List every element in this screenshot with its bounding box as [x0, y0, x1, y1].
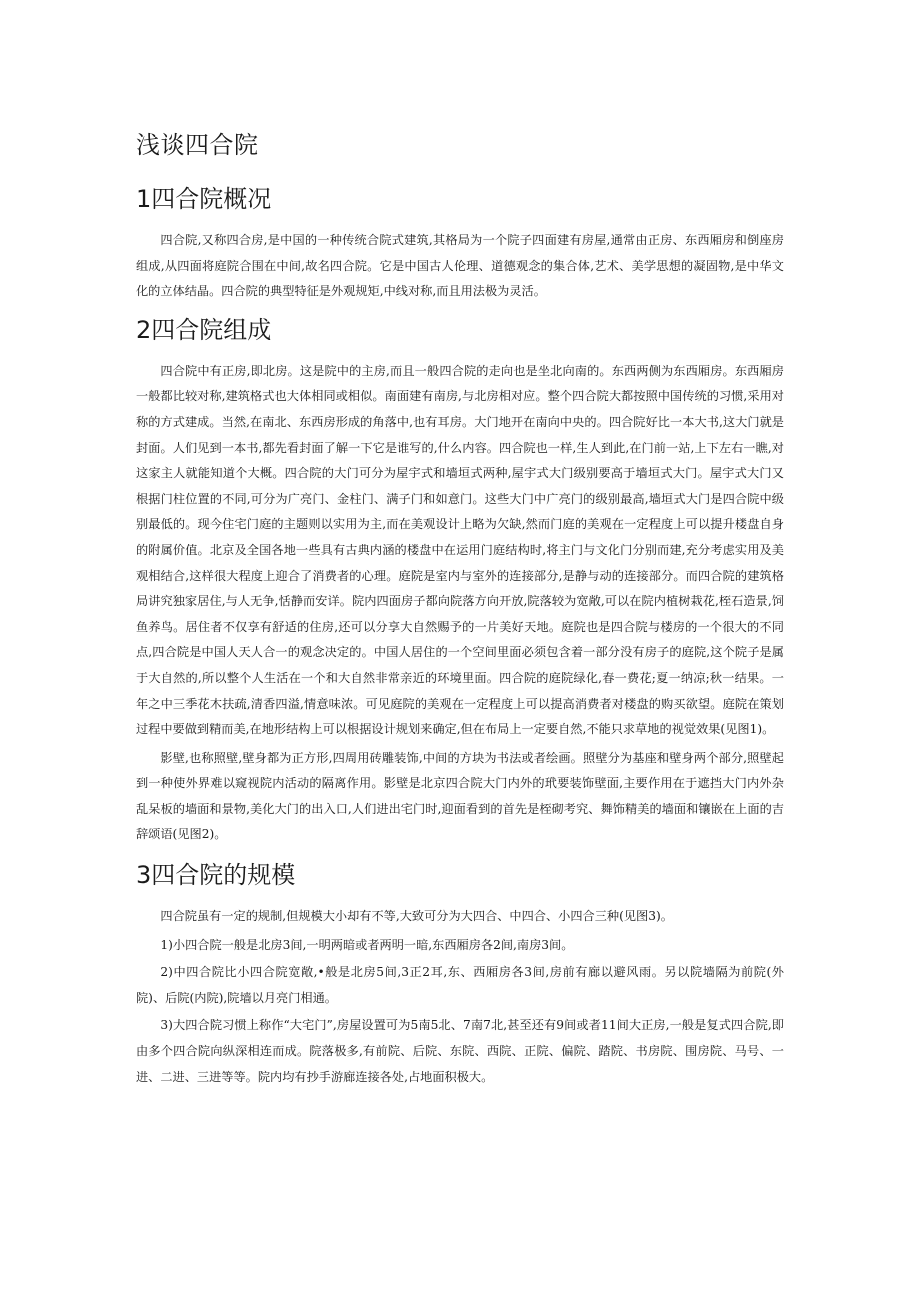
- section-overview: [136, 182, 784, 305]
- list-item: 1)小四合院一般是北房3间,一明两暗或者两明一暗,东西厢房各2间,南房3间。: [160, 937, 574, 952]
- section-heading: 2四合院组成: [136, 315, 272, 344]
- paragraph: 四合院中有正房,即北房。这是院中的主房,而且一般四合院的走向也是坐北向南的。东西两侧为东西厢房。东西厢房一般都比较对称,建筑格式也大体相同或相似。南面建有南房,与北房相对应。整个四合院大都按照中国传统的习惯,采用对称的方式建成。当然,在南北、东西房形成的角落中,也有耳房。大门地开在南向中央的。四合院好比一本大书,这大门就是封面。人们见到一本书,都先看封面了解一下它是谁写的,什么内容。四合院也一样,生人到此,在门前一站,上下左右一瞧,对这家主人就能知道个大概。四合院的大门可分为屋宇式和墙垣式两种,屋宇式大门级别要高于墙垣式大门。屋宇式大门又根据门柱位置的不同,可分为广亮门、金柱门、满子门和如意门。这些大门中广亮门的级别最高,墙垣式大门是四合院中级别最低的。现今住宅门庭的主题则以实用为主,而在美观设计上略为欠缺,然而门庭的美观在一定程度上可以提升楼盘自身的附属价值。北京及全国各地一些具有古典内涵的楼盘中在运用门庭结构时,将主门与文化门分别而建,充分考虑实用及美观相结合,这样很大程度上迎合了消费者的心理。庭院是室内与室外的连接部分,是静与动的连接部分。而四合院的建筑格局讲究独家居住,与人无争,恬静而安详。院内四面房子都向院落方向开放,院落较为宽敞,可以在院内植树栽花,桎石造景,饲鱼养鸟。居住者不仅享有舒适的住房,还可以分享大自然赐予的一片美好天地。庭院也是四合院与楼房的一个很大的不同点,四合院是中国人天人合一的观念决定的。中国人居住的一个空间里面必须包含着一部分没有房子的庭院,这个院子是属于大自然的,所以整个人生活在一个和大自然非常亲近的环境里面。四合院的庭院绿化,春一费花;夏一纳凉;秋一结果。一年之中三季花木扶疏,清香四溢,情意味浓。可见庭院的美观在一定程度上可以提高消费者对楼盘的购买欲望。庭院在策划过程中要做到精而美,在地形结构上可以根据设计规划来确定,但在布局上一定要自然,不能只求草地的视觉效果(见图1)。: [136, 363, 784, 737]
- section-heading: 1四合院概况: [136, 185, 272, 213]
- paragraph: 四合院,又称四合房,是中国的一种传统合院式建筑,其格局为一个院子四面建有房屋,通常由正房、东西厢房和倒座房组成,从四面将庭院合围在中间,故名四合院。它是中国古人伦理、道德观念的集合体,艺术、美学思想的凝固物,是中华文化的立体结晶。四合院的典型特征是外观规矩,中线对称,而且用法极为灵活。: [136, 233, 784, 299]
- document-page: [136, 128, 784, 1092]
- section-composition: [136, 313, 784, 848]
- paragraph: 影壁,也称照壁,壁身都为正方形,四周用砖雕装饰,中间的方块为书法或者绘画。照壁分为基座和壁身两个部分,照壁起到一种使外界难以窥视院内活动的隔离作用。影壁是北京四合院大门内外的玳要装饰壁面,主要作用在于遮挡大门内外杂乱呆板的墙面和景物,美化大门的出入口,人们进出宅门时,迎面看到的首先是桎砌考究、舞饰精美的墙面和镶嵌在上面的吉辞颂语(见图2)。: [136, 750, 784, 842]
- section-heading: 3四合院的规模: [136, 861, 296, 890]
- paragraph: 四合院虽有一定的规制,但规模大小却有不等,大致可分为大四合、中四合、小四合三种(见图3)。: [160, 909, 673, 924]
- document-title: 浅谈四合院: [136, 131, 259, 159]
- list-item: 3)大四合院习惯上称作“大宅门”,房屋设置可为5南5北、7南7北,甚至还有9间或者11间大正房,一般是复式四合院,即由多个四合院向纵深相连而成。院落极多,有前院、后院、东院、西院、正院、偏院、踏院、书房院、围房院、马号、一进、二进、三进等等。院内均有抄手游廊连接各处,占地面积极大。: [136, 1018, 784, 1084]
- section-scale: [136, 858, 784, 1090]
- list-item: 2)中四合院比小四合院宽敞,•般是北房5间,3正2耳,东、西厢房各3间,房前有廊以避风雨。另以院墙隔为前院(外院)、后院(内院),院墙以月亮门相通。: [136, 965, 784, 1005]
